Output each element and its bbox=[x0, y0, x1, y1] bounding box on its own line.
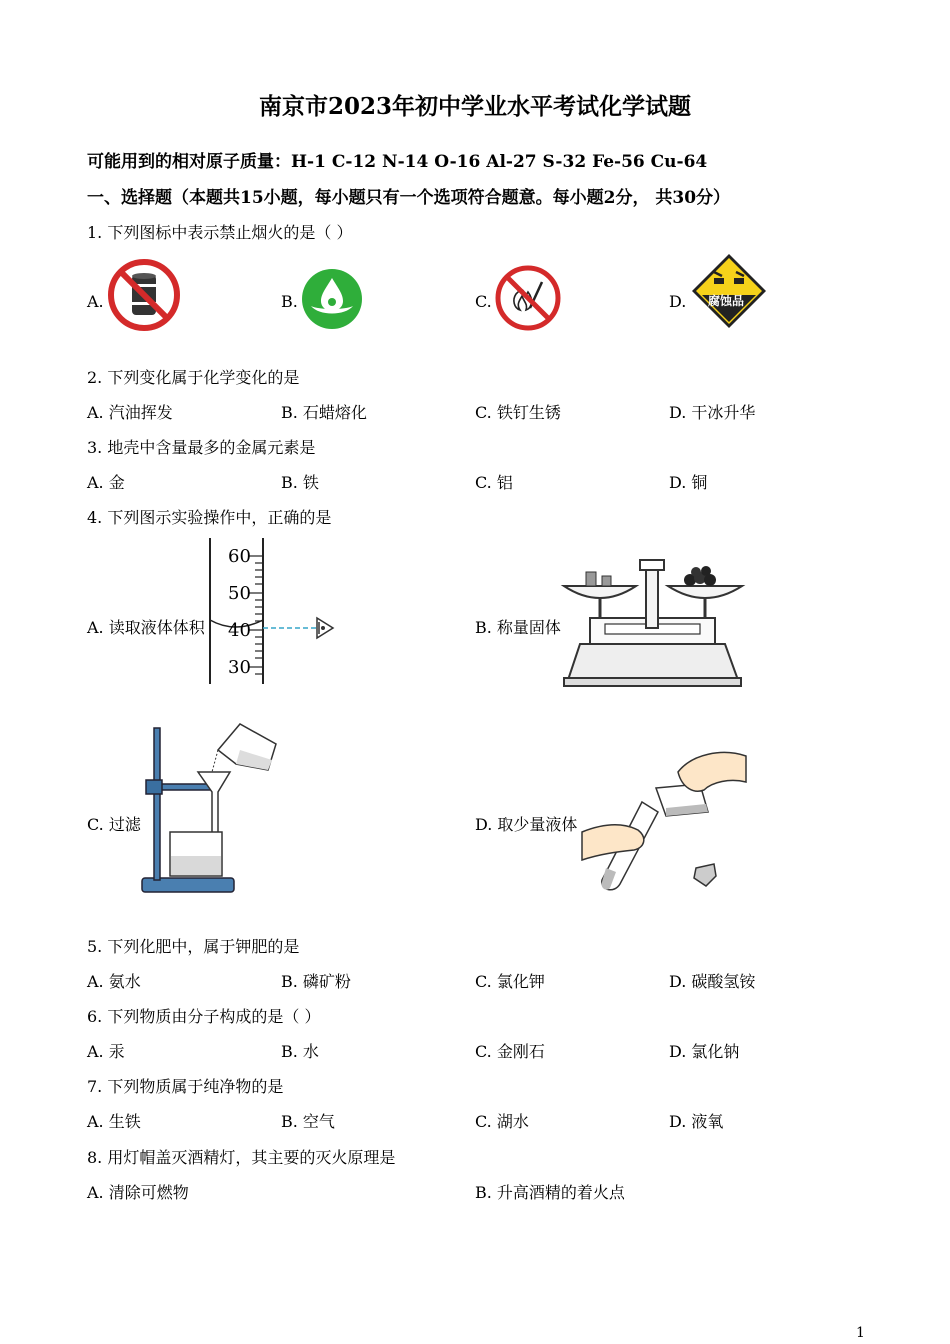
question-1-option-d: D. bbox=[669, 292, 687, 311]
question-8-option-b: B. 升高酒精的着火点 bbox=[475, 1183, 625, 1202]
question-7-stem: 7. 下列物质属于纯净物的是 bbox=[87, 1077, 284, 1096]
question-7-option-d: D. 液氧 bbox=[669, 1112, 724, 1131]
question-2-option-d: D. 干冰升华 bbox=[669, 403, 756, 422]
question-3-option-c: C. 铝 bbox=[475, 473, 513, 492]
question-5-option-a: A. 氨水 bbox=[87, 972, 141, 991]
page-number: 1 bbox=[856, 1325, 865, 1341]
atomic-mass-line: 可能用到的相对原子质量：H-1 C-12 N-14 O-16 Al-27 S-32 Fe-56 Cu-64 bbox=[87, 152, 708, 172]
question-7-option-a: A. 生铁 bbox=[87, 1112, 141, 1131]
question-4-stem: 4. 下列图示实验操作中，正确的是 bbox=[87, 508, 332, 527]
question-6-option-c: C. 金刚石 bbox=[475, 1042, 545, 1061]
question-4-option-b: B. 称量固体 bbox=[475, 618, 561, 637]
question-4-option-d: D. 取少量液体 bbox=[475, 815, 578, 834]
cylinder-mark-60: 60 bbox=[228, 546, 251, 567]
balance-scale-illustration bbox=[560, 556, 745, 688]
question-3-option-a: A. 金 bbox=[87, 473, 125, 492]
graduated-cylinder-illustration bbox=[205, 536, 345, 686]
question-1-option-b: B. bbox=[281, 292, 298, 311]
question-4-option-c: C. 过滤 bbox=[87, 815, 141, 834]
no-fire-sign-icon bbox=[494, 264, 562, 332]
question-2-option-b: B. 石蜡熔化 bbox=[281, 403, 367, 422]
question-1-option-c: C. bbox=[475, 292, 492, 311]
question-1-option-a: A. bbox=[87, 292, 104, 311]
page-title: 南京市2023年初中学业水平考试化学试题 bbox=[258, 93, 691, 120]
question-6-option-d: D. 氯化钠 bbox=[669, 1042, 740, 1061]
question-2-stem: 2. 下列变化属于化学变化的是 bbox=[87, 368, 300, 387]
question-6-option-a: A. 汞 bbox=[87, 1042, 125, 1061]
cylinder-mark-40: 40 bbox=[228, 620, 251, 641]
question-1-stem: 1. 下列图标中表示禁止烟火的是（ ） bbox=[87, 223, 353, 242]
take-liquid-illustration bbox=[582, 742, 750, 894]
question-3-stem: 3. 地壳中含量最多的金属元素是 bbox=[87, 438, 316, 457]
question-5-stem: 5. 下列化肥中，属于钾肥的是 bbox=[87, 937, 300, 956]
question-5-option-c: C. 氯化钾 bbox=[475, 972, 545, 991]
water-saving-icon bbox=[301, 268, 363, 330]
section-heading: 一、选择题（本题共15小题，每小题只有一个选项符合题意。每小题2分， 共30分） bbox=[87, 188, 731, 208]
question-5-option-b: B. 磷矿粉 bbox=[281, 972, 351, 991]
question-7-option-b: B. 空气 bbox=[281, 1112, 335, 1131]
filtration-illustration bbox=[140, 720, 280, 895]
cylinder-mark-50: 50 bbox=[228, 583, 251, 604]
question-7-option-c: C. 湖水 bbox=[475, 1112, 529, 1131]
question-5-option-d: D. 碳酸氢铵 bbox=[669, 972, 756, 991]
question-3-option-b: B. 铁 bbox=[281, 473, 319, 492]
question-3-option-d: D. 铜 bbox=[669, 473, 708, 492]
cylinder-mark-30: 30 bbox=[228, 657, 251, 678]
question-8-option-a: A. 清除可燃物 bbox=[87, 1183, 189, 1202]
question-6-stem: 6. 下列物质由分子构成的是（ ） bbox=[87, 1007, 321, 1026]
question-2-option-a: A. 汽油挥发 bbox=[87, 403, 173, 422]
question-4-option-a: A. 读取液体体积 bbox=[87, 618, 205, 637]
question-2-option-c: C. 铁钉生锈 bbox=[475, 403, 561, 422]
corrosive-sign-label: 腐蚀品 bbox=[708, 294, 745, 308]
question-6-option-b: B. 水 bbox=[281, 1042, 319, 1061]
no-barrel-sign-icon bbox=[106, 257, 182, 333]
corrosive-sign-icon bbox=[690, 252, 768, 330]
question-8-stem: 8. 用灯帽盖灭酒精灯，其主要的灭火原理是 bbox=[87, 1148, 396, 1167]
